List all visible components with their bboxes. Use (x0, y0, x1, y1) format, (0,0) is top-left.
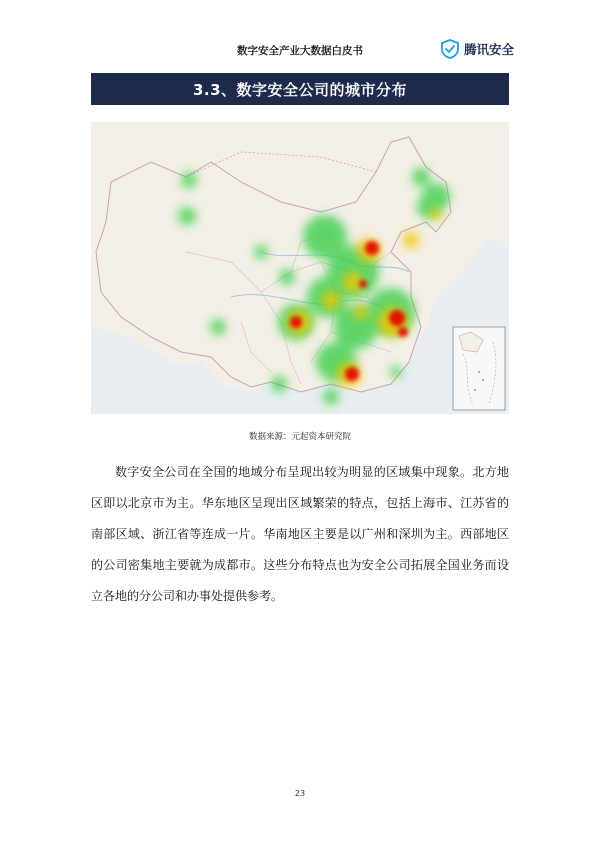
page-number: 23 (294, 789, 306, 798)
document-header-title: 数字安全产业大数据白皮书 (237, 45, 363, 57)
shield-check-icon (440, 39, 460, 59)
heat-spot (422, 183, 450, 211)
heat-spot (430, 208, 442, 220)
heat-spot (279, 269, 295, 285)
heat-spot (322, 291, 340, 309)
heat-spot (178, 207, 196, 225)
heat-spot (412, 168, 430, 186)
heatmap-figure (91, 122, 509, 414)
heat-spot (359, 280, 367, 288)
heat-spot (290, 316, 302, 328)
heat-spot (389, 310, 405, 326)
heat-spot (181, 172, 197, 188)
china-heatmap (91, 122, 509, 414)
body-text (91, 457, 509, 612)
body-paragraph: 数字安全公司在全国的地域分布呈现出较为明显的区域集中现象。北方地区即以北京市为主。华东地区呈现出区域繁荣的特点，包括上海市、江苏省的南部区域、浙江省等连成一片。华南地区主要是以广州和深圳为主。西部地区的公司密集地主要就为成都市。这些分布特点也为安全公司拓展全国业务而设立各地的分公司和办事处提供参考。 (91, 465, 509, 603)
heat-spot (323, 389, 339, 405)
heat-spot (271, 376, 287, 392)
heat-spot (254, 245, 268, 259)
figure-caption: 数据来源：元起资本研究院 (248, 432, 351, 442)
heat-spot (345, 367, 359, 381)
brand-logo (440, 38, 514, 60)
heat-spot (365, 241, 379, 255)
south-china-sea-inset (453, 327, 505, 410)
heat-spot (390, 366, 402, 378)
heat-spot (398, 327, 408, 337)
korea-peninsula (441, 240, 463, 280)
heat-spot (403, 232, 419, 248)
heat-spot (210, 319, 226, 335)
heat-spot (354, 305, 368, 319)
section-heading: 3.3、数字安全公司的城市分布 (91, 73, 509, 105)
brand-name: 腾讯安全 (464, 42, 515, 57)
